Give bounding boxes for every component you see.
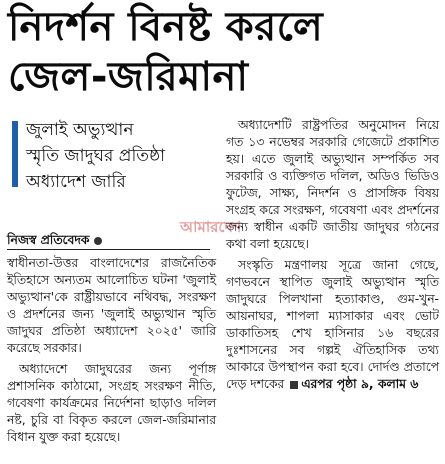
byline-text: নিজস্ব প্রতিবেদক xyxy=(7,233,90,247)
subheadline-line-1: জুলাই অভ্যুত্থান xyxy=(26,120,134,140)
subheadline xyxy=(12,117,208,195)
byline-bullet-icon xyxy=(94,237,102,245)
left-column xyxy=(7,232,216,446)
continuation-jump xyxy=(284,377,418,391)
right-paragraph-1: অধ্যাদেশটি রাষ্ট্রপতির অনুমোদন নিয়ে গত ১৩ নভেম্বর সরকারি গেজেটে প্রকাশিত হয়। এতে জুলাই অভ্যুত্থান সম্পর্কিত সব সরকারি ও ব্যক্তিগত দলিল, অডিও ভিডিও ফুটেজ, সাক্ষ্য, নিদর্শন ও প্রাসঙ্গিক বিষয় সংগ্রহ করে সংরক্ষণ, গবেষণা এবং প্রদর্শনের জন্য স্বাধীন একটি জাতীয় জাদুঘর গঠনের কথা বলা হয়েছে। xyxy=(226,118,439,251)
right-paragraph-2 xyxy=(226,257,439,393)
subheadline-line-2: স্মৃতি জাদুঘর প্রতিষ্ঠা xyxy=(26,146,166,166)
right-column xyxy=(226,117,439,393)
subheadline-accent-bar xyxy=(12,121,18,187)
headline-line-1: নিদর্শন বিনষ্ট করলে xyxy=(8,4,324,50)
left-paragraph-2: অধ্যাদেশে জাদুঘরের জন্য পূর্ণাঙ্গ প্রশাসনিক কাঠামো, সংগ্রহ সংরক্ষণ নীতি, গবেষণা কার্যক্রমের নির্দেশনা ছাড়াও দলিল নষ্ট, চুরি বা বিকৃত করলে জেল-জরিমানার বিধান যুক্ত করা হয়েছে। xyxy=(7,362,216,444)
left-paragraph-1: স্বাধীনতা-উত্তর বাংলাদেশের রাজনৈতিক ইতিহাসে অন্যতম আলোচিত ঘটনা 'জুলাই অভ্যুত্থান'কে রাষ্ট্রীয়ভাবে নথিবদ্ধ, সংরক্ষণ ও প্রদর্শনের জন্য 'জুলাই অভ্যুত্থান স্মৃতি জাদুঘর প্রতিষ্ঠা অধ্যাদেশ ২০২৫' জারি করেছে সরকার। xyxy=(7,256,216,355)
jump-square-icon xyxy=(290,381,298,389)
byline xyxy=(7,232,216,249)
right-paragraph-2-text: সংস্কৃতি মন্ত্রণালয় সূত্রে জানা গেছে, গণভবনে স্থাপিত জুলাই অভ্যুত্থান স্মৃতি জাদুঘরে পিলখানা হত্যাকাণ্ড, গুম-খুন-আয়নাঘর, শাপলা ম্যাসাকার এবং ভোট ডাকাতিসহ শেখ হাসিনার ১৬ বছরের দুঃশাসনের সব গল্পই ঐতিহাসিক তথ্য আকারে উপস্থাপন করা হবে। দোর্দণ্ড প্রতাপে দেড় দশকের xyxy=(226,258,439,391)
continuation-jump-text: এরপর পৃষ্ঠা ৯, কলাম ৬ xyxy=(301,377,419,391)
headline xyxy=(8,2,440,102)
headline-line-2: জেল-জরিমানা xyxy=(8,54,249,100)
subheadline-line-3: অধ্যাদেশ জারি xyxy=(26,172,126,192)
watermark-logo: আমারদেশ xyxy=(180,218,242,236)
